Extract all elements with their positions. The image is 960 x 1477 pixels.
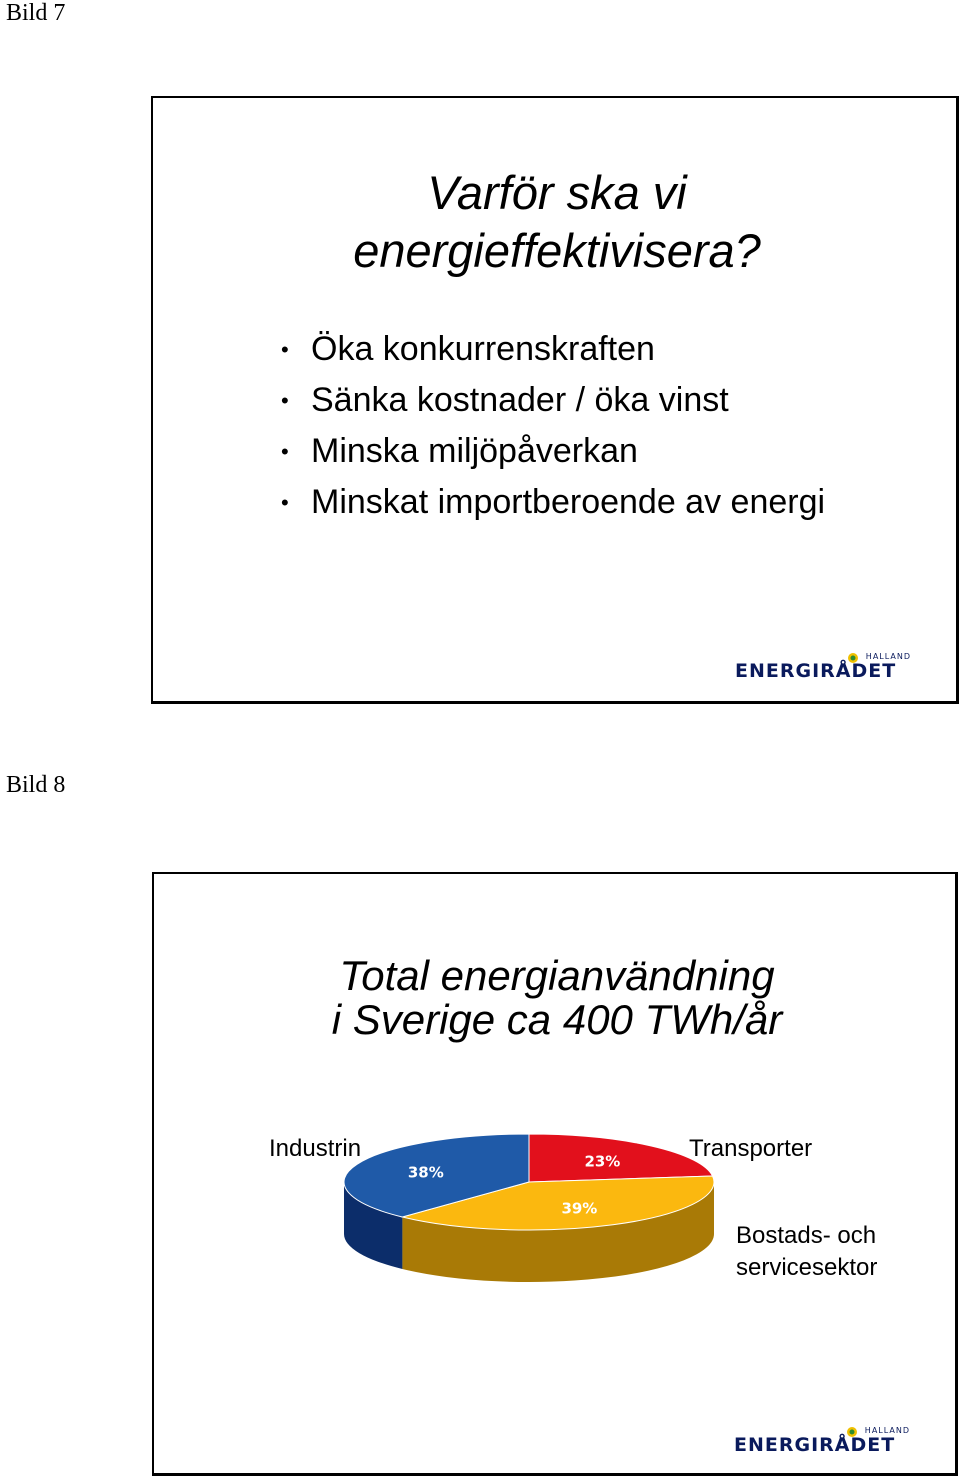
bullet-item <box>281 375 825 426</box>
bullet-dot-icon: • <box>281 337 289 362</box>
logo-word-text: ENERGIRÅDET <box>735 660 897 682</box>
label-bostads <box>736 1220 877 1284</box>
logo-word-text: ENERGIRÅDET <box>734 1434 896 1456</box>
label-bostads-line-2: servicesektor <box>736 1254 878 1281</box>
slide-7-title-line-1: Varför ska vi <box>427 166 687 219</box>
bullet-dot-icon: • <box>281 490 289 515</box>
bullet-text: Öka konkurrenskraften <box>311 330 655 368</box>
bullet-text: Minska miljöpåverkan <box>311 432 638 470</box>
bullet-text: Sänka kostnader / öka vinst <box>311 381 729 419</box>
bullet-item <box>281 324 825 375</box>
slide-8-title-line-2: i Sverige ca 400 TWh/år <box>331 996 783 1043</box>
bullet-text: Minskat importberoende av energi <box>311 483 826 521</box>
label-transporter: Transporter <box>689 1135 813 1162</box>
bullet-dot-icon: • <box>281 439 289 464</box>
bullet-item <box>281 477 825 528</box>
pie-value-label: 39% <box>561 1199 598 1218</box>
slide-7-title <box>153 164 960 280</box>
energiradet-logo <box>734 1426 910 1456</box>
logo-halland-text: HALLAND <box>865 652 911 661</box>
bullet-list <box>281 324 825 528</box>
slide-8 <box>152 872 958 1476</box>
energiradet-logo <box>735 652 911 682</box>
pie-chart <box>344 1134 734 1294</box>
bullet-item <box>281 426 825 477</box>
slide-8-title <box>154 954 960 1042</box>
pie-value-label: 38% <box>407 1163 444 1182</box>
slide-7 <box>151 96 959 704</box>
slide-8-label: Bild 8 <box>6 772 66 798</box>
pie-slice <box>529 1134 713 1182</box>
slide-7-label: Bild 7 <box>6 0 66 26</box>
label-bostads-line-1: Bostads- och <box>736 1222 877 1249</box>
logo-halland-text: HALLAND <box>864 1426 910 1435</box>
slide-8-title-line-1: Total energianvändning <box>339 952 775 999</box>
pie-value-label: 23% <box>584 1152 621 1171</box>
label-industrin: Industrin <box>269 1135 362 1162</box>
bullet-dot-icon: • <box>281 388 289 413</box>
slide-7-title-line-2: energieffektivisera? <box>353 224 761 277</box>
